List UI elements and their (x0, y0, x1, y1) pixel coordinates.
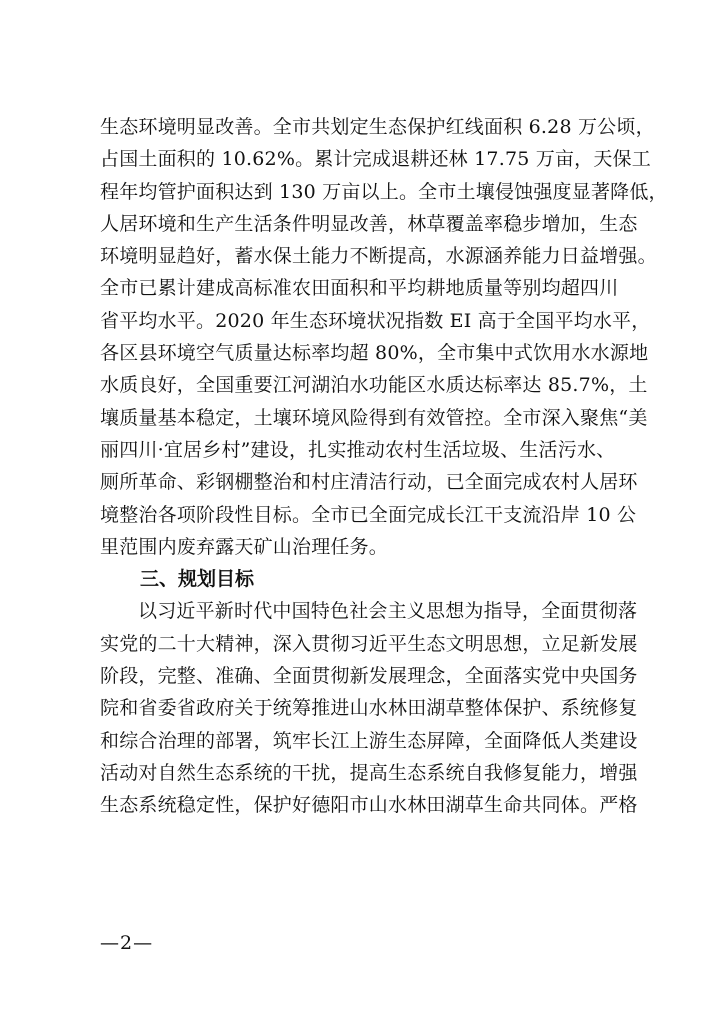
text-line: 环境明显趋好，蓄水保土能力不断提高，水源涵养能力日益增强。 (100, 245, 657, 268)
text-line: 境整治各项阶段性目标。全市已全面完成长江干支流沿岸 10 公 (100, 503, 637, 526)
paragraph-1 (100, 111, 668, 563)
text-line: 活动对自然生态系统的干扰，提高生态系统自我修复能力，增强 (100, 761, 638, 784)
text-line: 以习近平新时代中国特色社会主义思想为指导，全面贯彻落 (138, 600, 638, 623)
text-line: 院和省委省政府关于统筹推进山水林田湖草整体保护、系统修复 (100, 697, 638, 720)
paragraph-2 (100, 595, 660, 821)
text-line: 厕所革命、彩钢棚整治和村庄清洁行动，已全面完成农村人居环 (100, 471, 638, 494)
text-line: 生态系统稳定性，保护好德阳市山水林田湖草生命共同体。严格 (100, 794, 638, 817)
page-number: —2— (100, 932, 154, 954)
text-line: 省平均水平。2020 年生态环境状况指数 EI 高于全国平均水平， (100, 309, 651, 332)
text-line: 生态环境明显改善。全市共划定生态保护红线面积 6.28 万公顷， (100, 116, 655, 138)
text-line: 水质良好，全国重要江河湖泊水功能区水质达标率达 85.7%，土 (100, 374, 648, 397)
text-line: 实党的二十大精神，深入贯彻习近平生态文明思想，立足新发展 (100, 632, 638, 655)
text-line: 程年均管护面积达到 130 万亩以上。全市土壤侵蚀强度显著降低， (100, 180, 668, 203)
text-line: 人居环境和生产生活条件明显改善，林草覆盖率稳步增加，生态 (100, 212, 638, 235)
text-line: 各区县环境空气质量达标率均超 80%，全市集中式饮用水水源地 (100, 342, 649, 365)
text-line: 阶段，完整、准确、全面贯彻新发展理念，全面落实党中央国务 (100, 665, 638, 688)
section-heading: 三、规划目标 (140, 568, 255, 591)
body-text (100, 111, 668, 822)
text-line: 全市已累计建成高标准农田面积和平均耕地质量等别均超四川 (100, 277, 619, 300)
text-line: 和综合治理的部署，筑牢长江上游生态屏障，全面降低人类建设 (100, 729, 638, 752)
text-line: 丽四川·宜居乡村”建设，扎实推动农村生活垃圾、生活污水、 (100, 438, 616, 461)
text-line: 里范围内废弃露天矿山治理任务。 (100, 535, 389, 558)
text-line: 壤质量基本稳定，土壤环境风险得到有效管控。全市深入聚焦“美 (100, 406, 648, 429)
text-line: 占国土面积的 10.62%。累计完成退耕还林 17.75 万亩，天保工 (100, 148, 651, 171)
